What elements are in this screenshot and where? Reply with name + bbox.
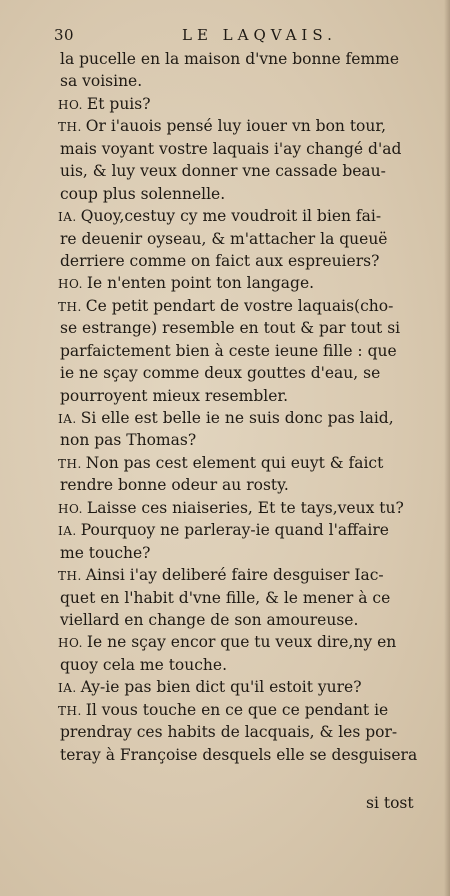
speaker-label: HO.: [58, 97, 83, 112]
speaker-label: HO.: [58, 636, 83, 651]
line-text: sa voisine.: [60, 72, 143, 91]
line-text: ie ne sçay comme deux gouttes d'eau, se: [60, 364, 381, 383]
running-head: [54, 26, 424, 48]
text-line: [0, 70, 450, 92]
speaker-label: TH.: [58, 299, 82, 314]
line-text: Quoy,cestuy cy me voudroit il bien fai-: [80, 207, 382, 226]
line-text: mais voyant vostre laquais i'ay changé d'ad: [60, 139, 402, 158]
line-text: Et puis?: [86, 94, 151, 113]
line-text: pourroyent mieux resembler.: [60, 386, 289, 405]
line-text: quet en l'habit d'vne fille, & le mener à ce: [60, 588, 391, 607]
text-line: [0, 631, 450, 653]
text-line: [0, 48, 450, 70]
line-text: Laisse ces niaiseries, Et te tays,veux tu?: [86, 498, 404, 517]
text-line: [0, 115, 450, 137]
text-line: [0, 272, 450, 294]
text-line: [0, 452, 450, 474]
line-text: non pas Thomas?: [60, 431, 197, 450]
line-text: Il vous touche en ce que ce pendant ie: [85, 700, 389, 719]
text-line: [0, 519, 450, 541]
text-line: [0, 654, 450, 676]
line-text: Ce petit pendart de vostre laquais(cho-: [85, 296, 394, 315]
text-line: [0, 295, 450, 317]
line-text: uis, & luy veux donner vne cassade beau-: [60, 162, 386, 181]
line-text: re deuenir oyseau, & m'attacher la queuë: [60, 229, 388, 248]
speaker-label: IA.: [58, 412, 77, 426]
line-text: Non pas cest element qui euyt & faict: [85, 453, 384, 472]
text-block: [0, 48, 450, 766]
line-text: quoy cela me touche.: [60, 655, 228, 674]
line-text: Pourquoy ne parleray-ie quand l'affaire: [80, 521, 389, 540]
text-line: [0, 609, 450, 631]
page-number: 30: [54, 26, 75, 44]
text-line: [0, 564, 450, 586]
line-text: Ie n'enten point ton langage.: [86, 274, 315, 293]
speaker-label: TH.: [58, 703, 82, 718]
text-line: [0, 250, 450, 272]
line-text: Si elle est belle ie ne suis donc pas laid,: [80, 409, 394, 427]
speaker-label: HO.: [58, 277, 83, 292]
line-text: prendray ces habits de lacquais, & les por-: [60, 723, 398, 742]
line-text: parfaictement bien à ceste ieune fille : que: [60, 341, 397, 360]
line-text: se estrange) resemble en tout & par tout si: [60, 319, 401, 338]
text-line: [0, 362, 450, 384]
text-line: [0, 340, 450, 362]
speaker-label: TH.: [58, 569, 82, 584]
speaker-label: IA.: [58, 524, 77, 539]
text-line: [0, 138, 450, 160]
line-text: Ay-ie pas bien dict qu'il estoit yure?: [80, 678, 362, 697]
line-text: viellard en change de son amoureuse.: [60, 610, 359, 629]
speaker-label: TH.: [58, 120, 82, 135]
text-line: [0, 587, 450, 609]
line-text: teray à Françoise desquels elle se desguisera: [60, 745, 418, 764]
line-text: rendre bonne odeur au rosty.: [60, 476, 289, 495]
line-text: la pucelle en la maison d'vne bonne femme: [60, 50, 400, 68]
running-title: LE LAQVAIS.: [182, 26, 337, 44]
line-text: derriere comme on faict aux espreuiers?: [60, 251, 380, 270]
text-line: [0, 183, 450, 205]
text-line: [0, 228, 450, 250]
speaker-label: IA.: [58, 681, 77, 696]
text-line: [0, 317, 450, 339]
text-line: [0, 205, 450, 227]
text-line: [0, 429, 450, 451]
line-text: Ie ne sçay encor que tu veux dire,ny en: [86, 633, 397, 652]
text-line: [0, 474, 450, 496]
text-line: [0, 407, 450, 429]
speaker-label: TH.: [58, 456, 82, 471]
text-line: [0, 385, 450, 407]
text-line: [0, 160, 450, 182]
speaker-label: HO.: [58, 501, 83, 516]
text-line: [0, 744, 450, 766]
line-text: Or i'auois pensé luy iouer vn bon tour,: [85, 117, 386, 136]
text-line: [0, 93, 450, 115]
text-line: [0, 676, 450, 698]
line-text: Ainsi i'ay deliberé faire desguiser Iac-: [85, 566, 384, 585]
text-line: [0, 699, 450, 721]
line-text: coup plus solennelle.: [60, 184, 226, 203]
text-line: [0, 497, 450, 519]
text-line: [0, 721, 450, 743]
catchword: si tost: [366, 794, 414, 812]
text-line: [0, 542, 450, 564]
line-text: me touche?: [60, 543, 151, 562]
speaker-label: IA.: [58, 210, 77, 225]
